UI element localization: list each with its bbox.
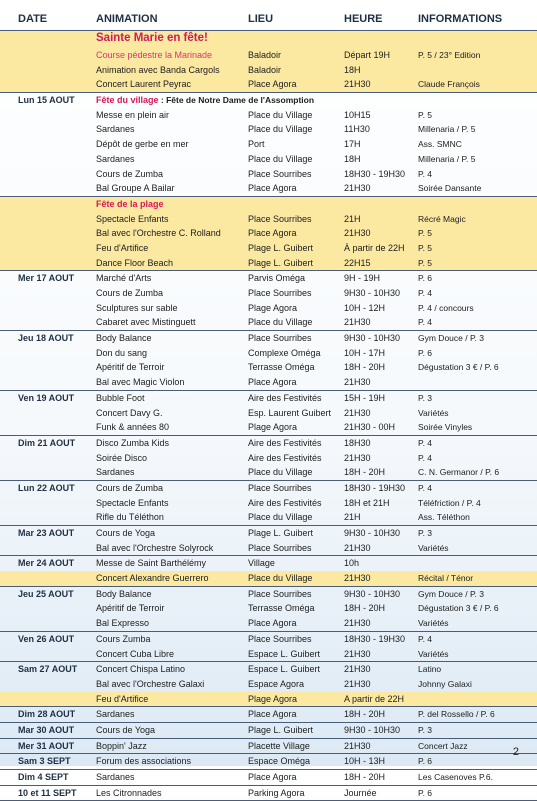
event-heure: 17H [344, 139, 361, 150]
event-lieu: Terrasse Oméga [248, 603, 315, 614]
event-info: Récré Magic [418, 213, 466, 224]
event-heure: 18H30 - 19H30 [344, 168, 406, 179]
day-group [0, 526, 537, 556]
event-row [0, 632, 537, 647]
event-row [0, 331, 537, 346]
event-heure: 10H - 13H [344, 756, 386, 767]
event-animation: Bubble Foot [96, 392, 145, 403]
event-lieu: Place du Village [248, 124, 313, 135]
event-animation: Cours de Zumba [96, 482, 164, 493]
event-heure: 21H30 [344, 317, 371, 328]
event-animation: Course pédestre la Marinade [96, 50, 213, 60]
event-animation: Marché d'Arts [96, 273, 152, 284]
event-lieu: Aire des Festivités [248, 497, 322, 508]
event-row [0, 677, 537, 692]
event-animation: Les Citronnades [96, 787, 162, 798]
event-row [0, 241, 537, 256]
event-row [0, 271, 537, 286]
day-group [0, 93, 537, 197]
event-animation: Concert Chispa Latino [96, 664, 186, 675]
event-row [0, 63, 537, 78]
event-banner [0, 93, 537, 108]
event-animation: Body Balance [96, 588, 152, 599]
event-lieu: Plage Agora [248, 422, 298, 433]
event-row [0, 346, 537, 361]
event-heure: 18H - 20H [344, 709, 386, 720]
event-info: P. 4 [418, 317, 433, 328]
table-header [0, 0, 537, 30]
day-date: Dim 21 AOUT [18, 437, 76, 448]
event-heure: 10H - 17H [344, 347, 386, 358]
day-group [0, 436, 537, 481]
day-group [0, 331, 537, 391]
event-info: P. 6 [418, 273, 433, 284]
event-row [0, 212, 537, 227]
banner-part: Fête du village [96, 95, 159, 106]
event-info: Ass. Téléthon [418, 512, 470, 523]
event-animation: Cours Zumba [96, 633, 151, 644]
day-group [0, 786, 537, 801]
day-group [0, 662, 537, 707]
event-animation: Sardanes [96, 153, 135, 164]
event-lieu: Place Sourribes [248, 588, 312, 599]
event-lieu: Parking Agora [248, 787, 305, 798]
event-info: P. 4 [418, 452, 433, 463]
event-heure: 18H [344, 153, 361, 164]
event-row [0, 256, 537, 271]
event-row [0, 526, 537, 541]
event-lieu: Place du Village [248, 573, 313, 584]
event-lieu: Place Agora [248, 618, 297, 629]
day-date: Mar 23 AOUT [18, 528, 75, 538]
day-group [0, 770, 537, 786]
event-heure: 21H30 [344, 678, 371, 689]
day-date: Mer 24 AOUT [18, 558, 75, 569]
event-row [0, 510, 537, 525]
event-lieu: Espace L. Guibert [248, 664, 321, 675]
event-row [0, 226, 537, 241]
day-group [0, 707, 537, 723]
schedule-table [0, 30, 537, 801]
event-info: Claude François [418, 79, 480, 90]
day-group [0, 481, 537, 526]
day-date: Jeu 25 AOUT [18, 588, 74, 599]
event-animation: Sardanes [96, 467, 135, 478]
event-info: Millenaria / P. 5 [418, 124, 476, 135]
event-animation: Funk & années 80 [96, 422, 170, 433]
event-lieu: Place Sourribes [248, 288, 312, 298]
event-heure: 10h [344, 558, 360, 569]
event-row [0, 692, 537, 707]
event-lieu: Espace Agora [248, 678, 305, 689]
event-info: Latino [418, 664, 442, 675]
event-animation: Sardanes [96, 709, 135, 720]
event-lieu: Place Sourribes [248, 213, 312, 224]
event-info: P. 4 [418, 482, 433, 493]
event-info: Variétés [418, 542, 449, 553]
event-animation: Spectacle Enfants [96, 497, 169, 508]
event-row [0, 647, 537, 662]
event-row [0, 48, 537, 63]
event-heure: 15H - 19H [344, 392, 386, 403]
event-info: P. 4 / concours [418, 302, 474, 313]
event-lieu: Place Sourribes [248, 333, 312, 344]
event-animation: Disco Zumba Kids [96, 437, 170, 448]
event-row [0, 167, 537, 182]
event-heure: 18H30 - 19H30 [344, 482, 406, 493]
event-row [0, 481, 537, 496]
event-lieu: Placette Village [248, 740, 310, 751]
day-date: Mer 31 AOUT [18, 740, 75, 751]
event-heure: 21H30 [344, 618, 371, 629]
event-heure: 21H30 - 00H [344, 422, 396, 433]
event-heure: 9H30 - 10H30 [344, 288, 401, 298]
event-info: P. 6 [418, 347, 433, 358]
event-info: Variétés [418, 407, 449, 418]
day-group [0, 723, 537, 739]
event-lieu: Espace L. Guibert [248, 648, 321, 659]
event-animation: Bal avec l'Orchestre Solyrock [96, 542, 214, 553]
event-heure: 18H et 21H [344, 497, 390, 508]
header-date: DATE [18, 13, 48, 25]
event-heure: 18H [344, 64, 361, 75]
event-lieu: Espace Oméga [248, 756, 311, 767]
header-animation: ANIMATION [96, 13, 158, 25]
event-info: Dégustation 3 € / P. 6 [418, 362, 499, 373]
event-animation: Feu d'Artifice [96, 693, 149, 704]
event-heure: 18H - 20H [344, 603, 386, 614]
header-informations: INFORMATIONS [418, 13, 503, 25]
event-lieu: Place Agora [248, 377, 297, 388]
event-row [0, 122, 537, 137]
event-row [0, 406, 537, 421]
day-date: Lun 22 AOUT [18, 482, 75, 493]
event-row [0, 137, 537, 152]
event-info: Dégustation 3 € / P. 6 [418, 603, 499, 614]
event-animation: Body Balance [96, 333, 152, 344]
event-row [0, 739, 537, 754]
event-lieu: Place Agora [248, 183, 297, 194]
day-group [0, 271, 537, 331]
event-info: Ass. SMNC [418, 139, 462, 150]
event-info: P. 5 [418, 228, 433, 239]
event-row [0, 360, 537, 375]
event-info: P. 5 [418, 242, 433, 253]
event-row [0, 286, 537, 301]
event-lieu: Aire des Festivités [248, 392, 322, 403]
event-lieu: Plage Agora [248, 302, 298, 313]
event-info: P. 5 / 23° Edition [418, 50, 481, 60]
event-heure: 21H30 [344, 407, 371, 418]
event-animation: Dépôt de gerbe en mer [96, 139, 189, 150]
event-animation: Apéritif de Terroir [96, 362, 165, 373]
day-group [0, 632, 537, 662]
event-animation: Bal avec l'Orchestre Galaxi [96, 678, 205, 689]
day-group [0, 197, 537, 271]
event-lieu: Baladoir [248, 50, 282, 60]
event-animation: Concert Davy G. [96, 407, 163, 418]
event-row [0, 496, 537, 511]
event-heure: 18H - 20H [344, 467, 386, 478]
event-animation: Sardanes [96, 124, 135, 135]
event-lieu: Place Agora [248, 228, 297, 239]
event-heure: 9H - 19H [344, 273, 381, 284]
event-lieu: Place Agora [248, 79, 297, 90]
event-row [0, 77, 537, 92]
event-row [0, 391, 537, 406]
day-date: Sam 27 AOUT [18, 664, 78, 675]
event-animation: Cours de Yoga [96, 528, 156, 538]
event-row [0, 707, 537, 722]
event-heure: 9H30 - 10H30 [344, 528, 401, 538]
event-animation: Rifle du Téléthon [96, 512, 164, 523]
event-info: Johnny Galaxi [418, 678, 472, 689]
event-lieu: Place du Village [248, 109, 313, 120]
event-lieu: Place du Village [248, 153, 313, 164]
event-heure: 18H30 [344, 437, 371, 448]
event-animation: Bal Expresso [96, 618, 150, 629]
event-animation: Bal avec Magic Violon [96, 377, 185, 388]
event-info: P. 5 [418, 109, 433, 120]
event-heure: 9H30 - 10H30 [344, 588, 401, 599]
event-animation: Concert Laurent Peyrac [96, 79, 192, 90]
event-info: P. 6 [418, 756, 433, 767]
event-animation: Cours de Zumba [96, 168, 164, 179]
event-animation: Messe de Saint Barthélémy [96, 558, 207, 569]
event-animation: Dance Floor Beach [96, 257, 174, 268]
event-animation: Boppin' Jazz [96, 740, 147, 751]
event-row [0, 108, 537, 123]
event-heure: 9H30 - 10H30 [344, 724, 401, 735]
event-lieu: Plage L. Guibert [248, 528, 314, 538]
event-lieu: Port [248, 139, 265, 150]
event-heure: 21H30 [344, 664, 371, 675]
event-lieu: Aire des Festivités [248, 452, 322, 463]
event-row [0, 616, 537, 631]
event-row [0, 315, 537, 330]
event-heure: 18H - 20H [344, 772, 386, 782]
event-row [0, 770, 537, 785]
event-info: Soirée Vinyles [418, 422, 473, 433]
event-row [0, 786, 537, 801]
event-heure: A partir de 22H [344, 693, 405, 704]
event-lieu: Parvis Oméga [248, 273, 306, 284]
event-row [0, 587, 537, 602]
event-heure: 21H30 [344, 740, 371, 751]
event-animation: Messe en plein air [96, 109, 170, 120]
event-row [0, 556, 537, 571]
event-info: P. 3 [418, 392, 433, 403]
event-animation: Animation avec Banda Cargols [96, 64, 220, 75]
event-heure: 10H15 [344, 109, 371, 120]
event-banner [0, 197, 537, 212]
event-info: Gym Douce / P. 3 [418, 333, 484, 344]
event-heure: 11H30 [344, 124, 370, 135]
event-heure: Départ 19H [344, 50, 391, 60]
event-info: P. 4 [418, 437, 433, 448]
event-lieu: Place Sourribes [248, 633, 312, 644]
event-lieu: Plage L. Guibert [248, 724, 314, 735]
event-heure: 21H30 [344, 228, 371, 239]
event-heure: 18H - 20H [344, 362, 386, 373]
event-heure: 10H - 12H [344, 302, 386, 313]
event-info: P. 4 [418, 633, 433, 644]
event-animation: Cabaret avec Mistinguett [96, 317, 196, 328]
event-heure: 18H30 - 19H30 [344, 633, 406, 644]
event-lieu: Baladoir [248, 64, 282, 75]
event-animation: Bal Groupe A Bailar [96, 183, 175, 194]
event-lieu: Complexe Oméga [248, 347, 321, 358]
day-date: 10 et 11 SEPT [18, 787, 77, 798]
event-row [0, 420, 537, 435]
event-animation: Apéritif de Terroir [96, 603, 165, 614]
event-lieu: Place Sourribes [248, 168, 312, 179]
event-lieu: Plage L. Guibert [248, 257, 314, 268]
event-lieu: Place du Village [248, 317, 313, 328]
event-info: Téléfriction / P. 4 [418, 497, 481, 508]
event-animation: Concert Alexandre Guerrero [96, 573, 209, 584]
day-date: Lun 15 AOUT [18, 95, 75, 106]
event-info: Soirée Dansante [418, 183, 482, 194]
event-info: Récital / Ténor [418, 573, 474, 584]
event-row [0, 723, 537, 738]
event-lieu: Aire des Festivités [248, 437, 322, 448]
event-heure: 21H30 [344, 183, 371, 194]
day-date: Dim 28 AOUT [18, 709, 76, 720]
event-banner [0, 31, 537, 48]
event-animation: Don du sang [96, 347, 148, 358]
day-group [0, 30, 537, 93]
event-row [0, 465, 537, 480]
event-heure: 21H [344, 213, 361, 224]
banner-title: Fête de la plage [96, 198, 164, 209]
event-row [0, 301, 537, 316]
header-lieu: LIEU [248, 13, 274, 25]
day-date: Sam 3 SEPT [18, 756, 71, 767]
event-animation: Sardanes [96, 772, 135, 782]
event-animation: Sculptures sur sable [96, 302, 178, 313]
event-lieu: Plage L. Guibert [248, 242, 314, 253]
event-heure: À partir de 22H [344, 242, 405, 253]
event-row [0, 601, 537, 616]
event-row [0, 571, 537, 586]
event-heure: 22H15 [344, 257, 371, 268]
event-lieu: Place du Village [248, 467, 313, 478]
event-row [0, 436, 537, 451]
event-heure: 21H30 [344, 452, 371, 463]
event-lieu: Place Agora [248, 772, 297, 782]
event-row [0, 451, 537, 466]
event-info: P. del Rossello / P. 6 [418, 709, 495, 720]
day-group [0, 556, 537, 586]
event-row [0, 375, 537, 390]
event-lieu: Village [248, 558, 275, 569]
event-info: P. 3 [418, 724, 433, 735]
banner-title: Sainte Marie en fête! [96, 32, 208, 44]
event-info: P. 5 [418, 257, 433, 268]
event-info: P. 3 [418, 528, 433, 538]
event-animation: Bal avec l'Orchestre C. Rolland [96, 228, 221, 239]
event-lieu: Place Sourribes [248, 542, 312, 553]
day-group [0, 391, 537, 436]
day-date: Mar 30 AOUT [18, 724, 75, 735]
event-animation: Feu d'Artifice [96, 242, 149, 253]
event-lieu: Place Agora [248, 709, 297, 720]
day-date: Dim 4 SEPT [18, 772, 69, 782]
day-group [0, 739, 537, 755]
day-date: Ven 26 AOUT [18, 633, 75, 644]
event-heure: 21H30 [344, 542, 371, 553]
event-lieu: Terrasse Oméga [248, 362, 315, 373]
event-row [0, 181, 537, 196]
day-group [0, 587, 537, 632]
event-animation: Forum des associations [96, 756, 192, 767]
event-heure: 21H30 [344, 648, 371, 659]
event-heure: 21H30 [344, 79, 371, 90]
banner-part: : Fête de Notre Dame de l'Assomption [158, 95, 315, 106]
event-info: Concert Jazz [418, 740, 468, 751]
event-heure: Journée [344, 787, 377, 798]
day-group [0, 754, 537, 770]
event-row [0, 152, 537, 167]
event-heure: 9H30 - 10H30 [344, 333, 401, 344]
event-animation: Concert Cuba Libre [96, 648, 175, 659]
header-heure: HEURE [344, 13, 383, 25]
event-lieu: Place du Village [248, 512, 313, 523]
event-heure: 21H30 [344, 573, 371, 584]
event-heure: 21H [344, 512, 361, 523]
event-info: P. 4 [418, 168, 433, 179]
event-info: Variétés [418, 648, 449, 659]
event-info: Millenaria / P. 5 [418, 153, 476, 164]
event-row [0, 662, 537, 677]
event-info: P. 4 [418, 288, 433, 298]
event-row [0, 541, 537, 556]
event-row [0, 754, 537, 769]
event-animation: Spectacle Enfants [96, 213, 169, 224]
page-number: 2 [512, 746, 519, 758]
event-lieu: Plage Agora [248, 693, 298, 704]
day-date: Mer 17 AOUT [18, 273, 75, 284]
event-info: Gym Douce / P. 3 [418, 588, 484, 599]
day-date: Ven 19 AOUT [18, 392, 75, 403]
banner-title [96, 95, 314, 106]
event-info: Variétés [418, 618, 449, 629]
event-animation: Cours de Yoga [96, 724, 156, 735]
event-lieu: Esp. Laurent Guibert [248, 407, 332, 418]
event-info: P. 6 [418, 787, 433, 798]
event-heure: 21H30 [344, 377, 371, 388]
event-info: C. N. Germanor / P. 6 [418, 467, 500, 478]
event-animation: Soirée Disco [96, 452, 148, 463]
event-lieu: Place Sourribes [248, 482, 312, 493]
event-info: Les Casenoves P.6. [418, 772, 493, 782]
day-date: Jeu 18 AOUT [18, 333, 74, 344]
event-animation: Cours de Zumba [96, 288, 164, 298]
